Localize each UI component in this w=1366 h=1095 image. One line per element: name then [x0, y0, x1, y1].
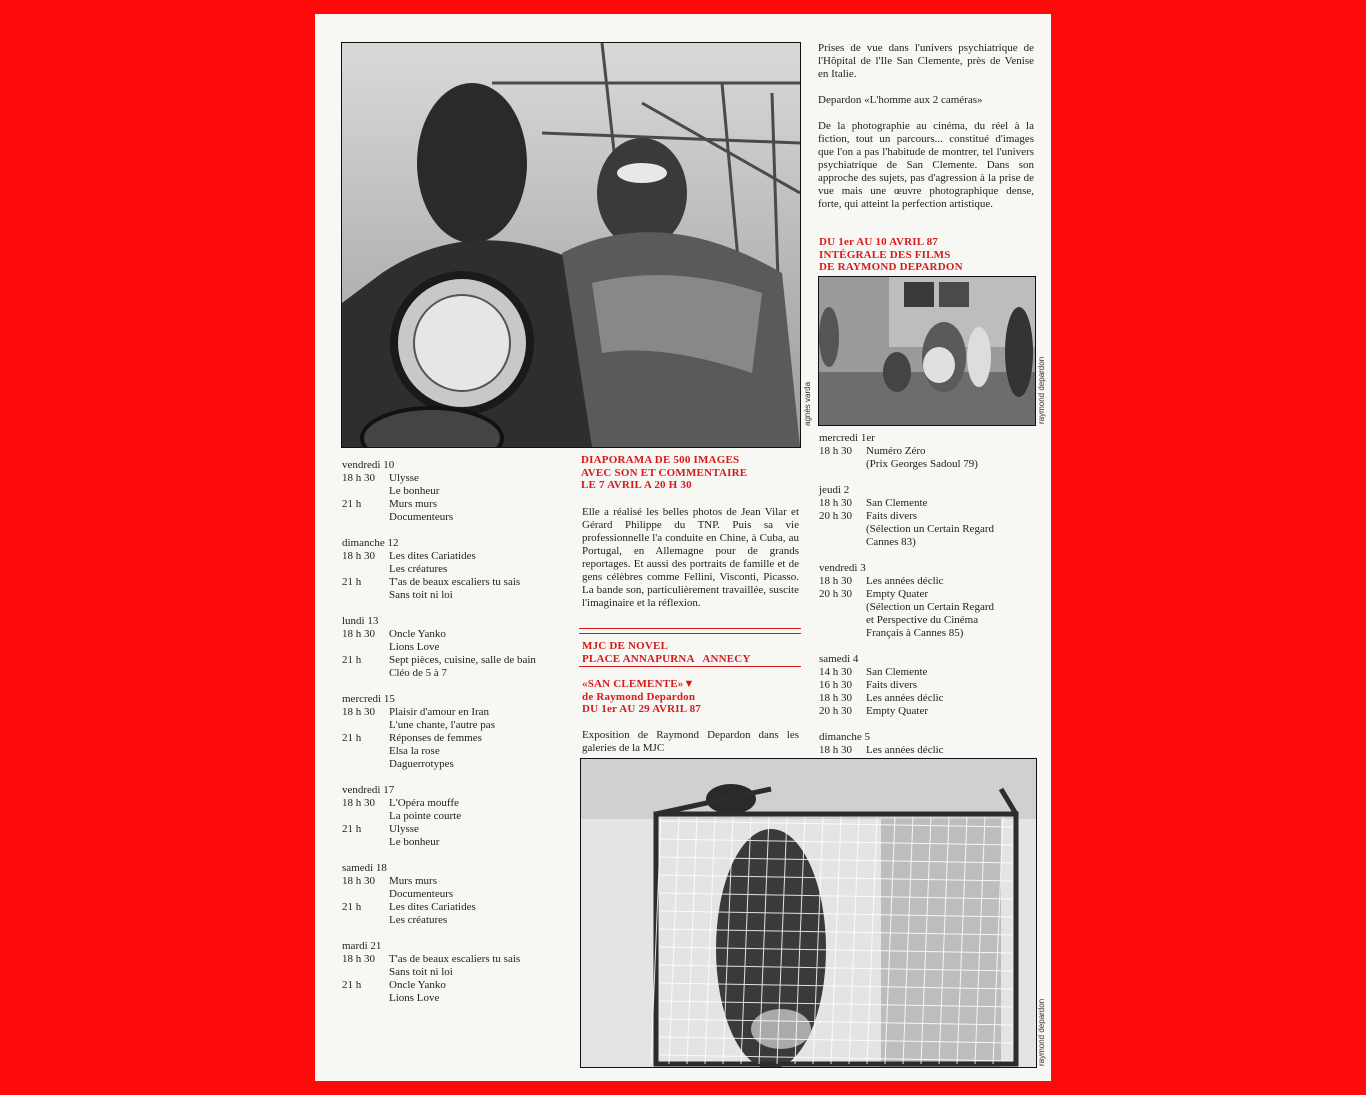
schedule-time	[342, 511, 389, 524]
schedule-time	[342, 667, 389, 680]
schedule-day	[819, 432, 1035, 471]
schedule-row	[342, 836, 567, 849]
schedule-film: Les dites Cariatides	[389, 550, 476, 562]
schedule-row	[819, 627, 1035, 640]
schedule-day-label: lundi 13	[342, 615, 379, 627]
schedule-time	[819, 536, 866, 549]
schedule-time: 21 h	[342, 901, 362, 913]
schedule-film: Les créatures	[389, 563, 448, 575]
films-photo-credit: raymond depardon	[1037, 356, 1046, 424]
schedule-film: Cannes 83)	[866, 536, 916, 548]
schedule-time	[819, 614, 866, 627]
schedule-row	[342, 901, 567, 914]
net-photo-image	[581, 759, 1036, 1067]
schedule-film: et Perspective du Cinéma	[866, 614, 979, 626]
schedule-film: L'une chante, l'autre pas	[389, 719, 495, 731]
schedule-row	[342, 745, 567, 758]
schedule-time	[342, 641, 389, 654]
schedule-row	[819, 614, 1035, 627]
schedule-film: Le bonheur	[389, 485, 440, 497]
schedule-time: 21 h	[342, 979, 362, 991]
schedule-time: 18 h 30	[819, 692, 852, 704]
mjc-heading-line-1: MJC DE NOVEL	[582, 640, 669, 652]
schedule-time	[819, 627, 866, 640]
films-heading-line-3: DE RAYMOND DEPARDON	[819, 261, 963, 273]
schedule-day	[342, 693, 567, 771]
schedule-row	[819, 744, 1035, 757]
schedule-time: 18 h 30	[819, 497, 852, 509]
schedule-row	[819, 523, 1035, 536]
net-photo	[580, 758, 1037, 1068]
schedule-film: Ulysse	[389, 472, 419, 484]
schedule-row	[342, 953, 567, 966]
schedule-film: T'as de beaux escaliers tu sais	[389, 576, 521, 588]
schedule-time: 21 h	[342, 498, 362, 510]
schedule-film: Sept pièces, cuisine, salle de bain	[389, 654, 536, 666]
schedule-time: 18 h 30	[342, 875, 375, 887]
right-schedule	[819, 432, 1035, 783]
schedule-film: Ulysse	[389, 823, 419, 835]
left-schedule	[342, 459, 567, 1018]
schedule-film: Numéro Zéro	[866, 445, 926, 457]
schedule-film: Les années déclic	[866, 744, 944, 756]
schedule-row	[342, 511, 567, 524]
schedule-film: Lions Love	[389, 992, 440, 1004]
schedule-day-label: mardi 21	[342, 940, 382, 952]
schedule-row	[342, 550, 567, 563]
schedule-film: Français à Cannes 85)	[866, 627, 964, 639]
schedule-time	[342, 992, 389, 1005]
schedule-row	[342, 888, 567, 901]
schedule-time: 18 h 30	[819, 575, 852, 587]
schedule-film: Cléo de 5 à 7	[389, 667, 448, 679]
schedule-row	[819, 575, 1035, 588]
schedule-time	[342, 758, 389, 771]
schedule-day-label: vendredi 3	[819, 562, 866, 574]
schedule-time	[342, 563, 389, 576]
schedule-time: 18 h 30	[342, 550, 375, 562]
schedule-day-label: samedi 18	[342, 862, 387, 874]
schedule-film: (Sélection un Certain Regard	[866, 523, 994, 535]
schedule-time	[342, 914, 389, 927]
schedule-day-label: mercredi 1er	[819, 432, 875, 444]
brochure-page	[315, 14, 1051, 1081]
main-photo-image	[342, 43, 800, 447]
schedule-film: Documenteurs	[389, 888, 454, 900]
main-photo-credit: agnès varda	[803, 381, 812, 426]
schedule-time: 20 h 30	[819, 705, 852, 717]
schedule-film: Faits divers	[866, 679, 918, 691]
expo-heading-line-3: DU 1er AU 29 AVRIL 87	[582, 703, 702, 715]
schedule-time: 18 h 30	[342, 628, 375, 640]
schedule-row	[342, 732, 567, 745]
schedule-time	[819, 523, 866, 536]
schedule-day-label: dimanche 12	[342, 537, 399, 549]
mjc-heading-line-2: PLACE ANNAPURNA ANNECY	[582, 652, 751, 665]
schedule-row	[342, 758, 567, 771]
schedule-day-label: vendredi 17	[342, 784, 395, 796]
films-photo-image	[819, 277, 1035, 425]
schedule-day	[342, 537, 567, 602]
schedule-time: 14 h 30	[819, 666, 852, 678]
schedule-day	[819, 653, 1035, 718]
schedule-day	[342, 615, 567, 680]
diaporama-text: Elle a réalisé les belles photos de Jean Vilar et Gérard Philippe du TNP. Puis sa vie professionnelle l'a conduite en Chine, à Cuba, au Portugal, en Allemagne pour de grands reportages. Et aussi des portraits de famille et de gens célèbres comme Fellini, Visconti, Picasso. La bande son, particulièrement travaillée, suscite l'imaginaire et la réflexion.	[582, 506, 799, 609]
schedule-film: Empty Quater	[866, 588, 929, 600]
schedule-row	[819, 458, 1035, 471]
schedule-time: 18 h 30	[342, 472, 375, 484]
schedule-day-label: dimanche 5	[819, 731, 871, 743]
schedule-time	[342, 719, 389, 732]
schedule-row	[819, 679, 1035, 692]
schedule-time: 21 h	[342, 823, 362, 835]
schedule-row	[342, 576, 567, 589]
schedule-film: Oncle Yanko	[389, 979, 446, 991]
schedule-day	[819, 562, 1035, 640]
schedule-row	[342, 979, 567, 992]
schedule-row	[342, 472, 567, 485]
diaporama-heading-line-2: AVEC SON ET COMMENTAIRE	[581, 466, 748, 479]
schedule-film: Murs murs	[389, 875, 437, 887]
schedule-row	[819, 445, 1035, 458]
schedule-film: T'as de beaux escaliers tu sais	[389, 953, 521, 965]
schedule-film: Documenteurs	[389, 511, 454, 523]
schedule-film: (Sélection un Certain Regard	[866, 601, 994, 613]
schedule-film: Les années déclic	[866, 575, 944, 587]
diaporama-heading	[581, 454, 801, 492]
schedule-row	[342, 485, 567, 498]
schedule-film: Elsa la rose	[389, 745, 440, 757]
schedule-day	[342, 862, 567, 927]
intro-paragraph-2: Depardon «L'homme aux 2 caméras»	[818, 94, 983, 106]
schedule-day-label: samedi 4	[819, 653, 859, 665]
schedule-film: Oncle Yanko	[389, 628, 446, 640]
schedule-day-label: vendredi 10	[342, 459, 395, 471]
diaporama-heading-line-3: LE 7 AVRIL A 20 H 30	[581, 479, 692, 491]
diaporama-heading-line-1: DIAPORAMA DE 500 IMAGES	[581, 454, 740, 466]
schedule-film: L'Opéra mouffe	[389, 797, 459, 809]
films-photo	[818, 276, 1036, 426]
schedule-row	[342, 654, 567, 667]
schedule-row	[342, 810, 567, 823]
schedule-day	[819, 484, 1035, 549]
red-rule-top-2	[579, 633, 801, 634]
schedule-row	[342, 823, 567, 836]
schedule-film: (Prix Georges Sadoul 79)	[866, 458, 978, 470]
schedule-time	[342, 485, 389, 498]
schedule-time: 20 h 30	[819, 588, 852, 600]
expo-heading-line-2: de Raymond Depardon	[582, 690, 696, 703]
schedule-film: Daguerrotypes	[389, 758, 454, 770]
schedule-row	[819, 588, 1035, 601]
mjc-heading	[582, 640, 802, 665]
schedule-row	[342, 706, 567, 719]
schedule-row	[819, 536, 1035, 549]
schedule-row	[342, 628, 567, 641]
red-rule-top	[579, 628, 801, 629]
main-photo	[341, 42, 801, 448]
schedule-film: La pointe courte	[389, 810, 462, 822]
schedule-row	[342, 667, 567, 680]
schedule-day	[342, 940, 567, 1005]
schedule-time: 18 h 30	[342, 953, 375, 965]
schedule-film: San Clemente	[866, 666, 928, 678]
schedule-row	[342, 641, 567, 654]
expo-text: Exposition de Raymond Depardon dans les galeries de la MJC	[582, 729, 799, 754]
schedule-row	[342, 498, 567, 511]
schedule-time: 21 h	[342, 576, 362, 588]
schedule-film: Réponses de femmes	[389, 732, 482, 744]
films-heading	[819, 236, 1035, 274]
schedule-film: Lions Love	[389, 641, 440, 653]
schedule-film: Sans toit ni loi	[389, 589, 453, 601]
schedule-time	[342, 810, 389, 823]
net-photo-credit: raymond depardon	[1037, 998, 1046, 1066]
schedule-time: 18 h 30	[819, 744, 852, 756]
schedule-day	[342, 459, 567, 524]
schedule-row	[342, 797, 567, 810]
schedule-time: 20 h 30	[819, 510, 852, 522]
schedule-row	[819, 601, 1035, 614]
schedule-film: Les créatures	[389, 914, 448, 926]
expo-heading-line-1: «SAN CLEMENTE»▼	[582, 678, 695, 690]
intro-paragraph-1: Prises de vue dans l'univers psychiatrique de l'Hôpital de l'Ile San Clemente, près de Venise en Italie.	[818, 42, 1034, 80]
schedule-row	[342, 966, 567, 979]
schedule-film: Les années déclic	[866, 692, 944, 704]
schedule-row	[342, 992, 567, 1005]
schedule-row	[342, 563, 567, 576]
films-heading-line-2: INTÉGRALE DES FILMS	[819, 248, 951, 261]
schedule-time	[342, 888, 389, 901]
schedule-film: Empty Quater	[866, 705, 929, 717]
schedule-time: 18 h 30	[342, 706, 375, 718]
schedule-day	[342, 784, 567, 849]
schedule-time: 18 h 30	[342, 797, 375, 809]
schedule-film: Plaisir d'amour en Iran	[389, 706, 490, 718]
schedule-day-label: jeudi 2	[819, 484, 850, 496]
red-rule-bottom	[579, 666, 801, 667]
schedule-film: Le bonheur	[389, 836, 440, 848]
schedule-time: 21 h	[342, 732, 362, 744]
schedule-row	[342, 914, 567, 927]
schedule-film: Sans toit ni loi	[389, 966, 453, 978]
schedule-row	[819, 497, 1035, 510]
expo-heading	[582, 678, 802, 716]
schedule-time	[819, 458, 866, 471]
schedule-row	[342, 875, 567, 888]
schedule-row	[819, 510, 1035, 523]
schedule-film: San Clemente	[866, 497, 928, 509]
schedule-time: 21 h	[342, 654, 362, 666]
schedule-time	[342, 836, 389, 849]
schedule-day-label: mercredi 15	[342, 693, 395, 705]
schedule-time	[342, 966, 389, 979]
schedule-time: 16 h 30	[819, 679, 852, 691]
schedule-row	[819, 666, 1035, 679]
films-heading-line-1: DU 1er AU 10 AVRIL 87	[819, 236, 939, 248]
schedule-row	[819, 705, 1035, 718]
schedule-row	[342, 589, 567, 602]
schedule-film: Murs murs	[389, 498, 437, 510]
intro-paragraph-3: De la photographie au cinéma, du réel à la fiction, tout un parcours... constitué d'images que l'on a pas l'habitude de montrer, tel l'univers psychiatrique de San Clemente. Dans son approche des sujets, pas d'agression à la prise de vue mais une œuvre photographique dense, forte, qui atteint la perfection artistique.	[818, 120, 1034, 210]
schedule-row	[819, 692, 1035, 705]
schedule-time: 18 h 30	[819, 445, 852, 457]
schedule-row	[342, 719, 567, 732]
schedule-time	[342, 745, 389, 758]
schedule-film: Les dites Cariatides	[389, 901, 476, 913]
schedule-film: Faits divers	[866, 510, 918, 522]
schedule-time	[342, 589, 389, 602]
schedule-time	[819, 601, 866, 614]
